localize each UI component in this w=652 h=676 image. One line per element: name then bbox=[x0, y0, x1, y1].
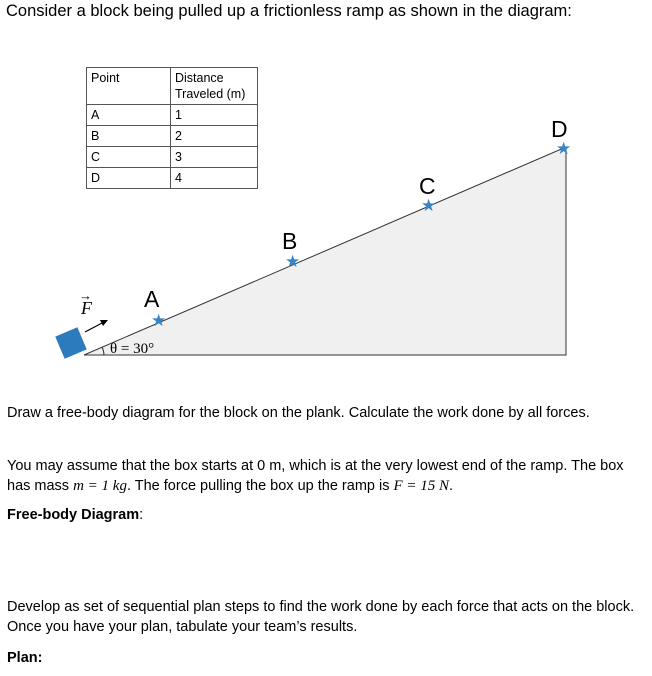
point-label-b: B bbox=[282, 228, 298, 254]
paragraph-fbd-task: Draw a free-body diagram for the block on the plank. Calculate the work done by all forces. bbox=[7, 405, 590, 421]
force-arrow-line bbox=[85, 322, 104, 332]
header-distance-line2: Traveled (m) bbox=[175, 87, 246, 101]
cell-distance: 4 bbox=[171, 168, 258, 189]
fbd-heading-line bbox=[7, 505, 637, 525]
plan-heading: Plan: bbox=[7, 650, 43, 666]
cell-distance: 2 bbox=[171, 126, 258, 147]
force-label-arrow: → bbox=[79, 288, 92, 303]
block bbox=[55, 327, 86, 358]
paragraph-assumptions bbox=[7, 456, 637, 496]
cell-distance: 3 bbox=[171, 147, 258, 168]
cell-point: A bbox=[87, 105, 171, 126]
point-label-c: C bbox=[419, 173, 436, 199]
assumptions-text-1: You may assume that the box starts at 0 m, which is at the very lowest end of the ramp. The box has mass bbox=[7, 458, 624, 494]
cell-point: C bbox=[87, 147, 171, 168]
fbd-heading-colon: : bbox=[139, 507, 144, 523]
header-point: Point bbox=[87, 68, 171, 105]
paragraph-plan-task: Develop as set of sequential plan steps to find the work done by each force that acts on the block. Once you have your plan, tabulate your team’s results. bbox=[7, 599, 635, 635]
star-icon: ★ bbox=[151, 311, 167, 330]
cell-distance: 1 bbox=[171, 105, 258, 126]
mass-expression: m = 1 kg bbox=[73, 478, 127, 494]
star-icon: ★ bbox=[556, 139, 572, 158]
star-icon: ★ bbox=[285, 252, 301, 271]
header-distance-line1: Distance bbox=[175, 71, 224, 85]
fbd-heading: Free-body Diagram bbox=[7, 507, 140, 523]
assumptions-text-2: . The force pulling the box up the ramp is bbox=[126, 478, 394, 494]
force-expression: F = 15 N bbox=[393, 478, 450, 494]
assumptions-text-3: . bbox=[449, 478, 454, 494]
intro-text: Consider a block being pulled up a frictionless ramp as shown in the diagram: bbox=[6, 2, 572, 20]
point-label-d: D bbox=[551, 116, 568, 142]
angle-label: θ = 30° bbox=[110, 341, 155, 357]
point-label-a: A bbox=[144, 286, 160, 312]
cell-point: D bbox=[87, 168, 171, 189]
star-icon: ★ bbox=[421, 196, 437, 215]
cell-point: B bbox=[87, 126, 171, 147]
force-label: F bbox=[81, 298, 92, 318]
